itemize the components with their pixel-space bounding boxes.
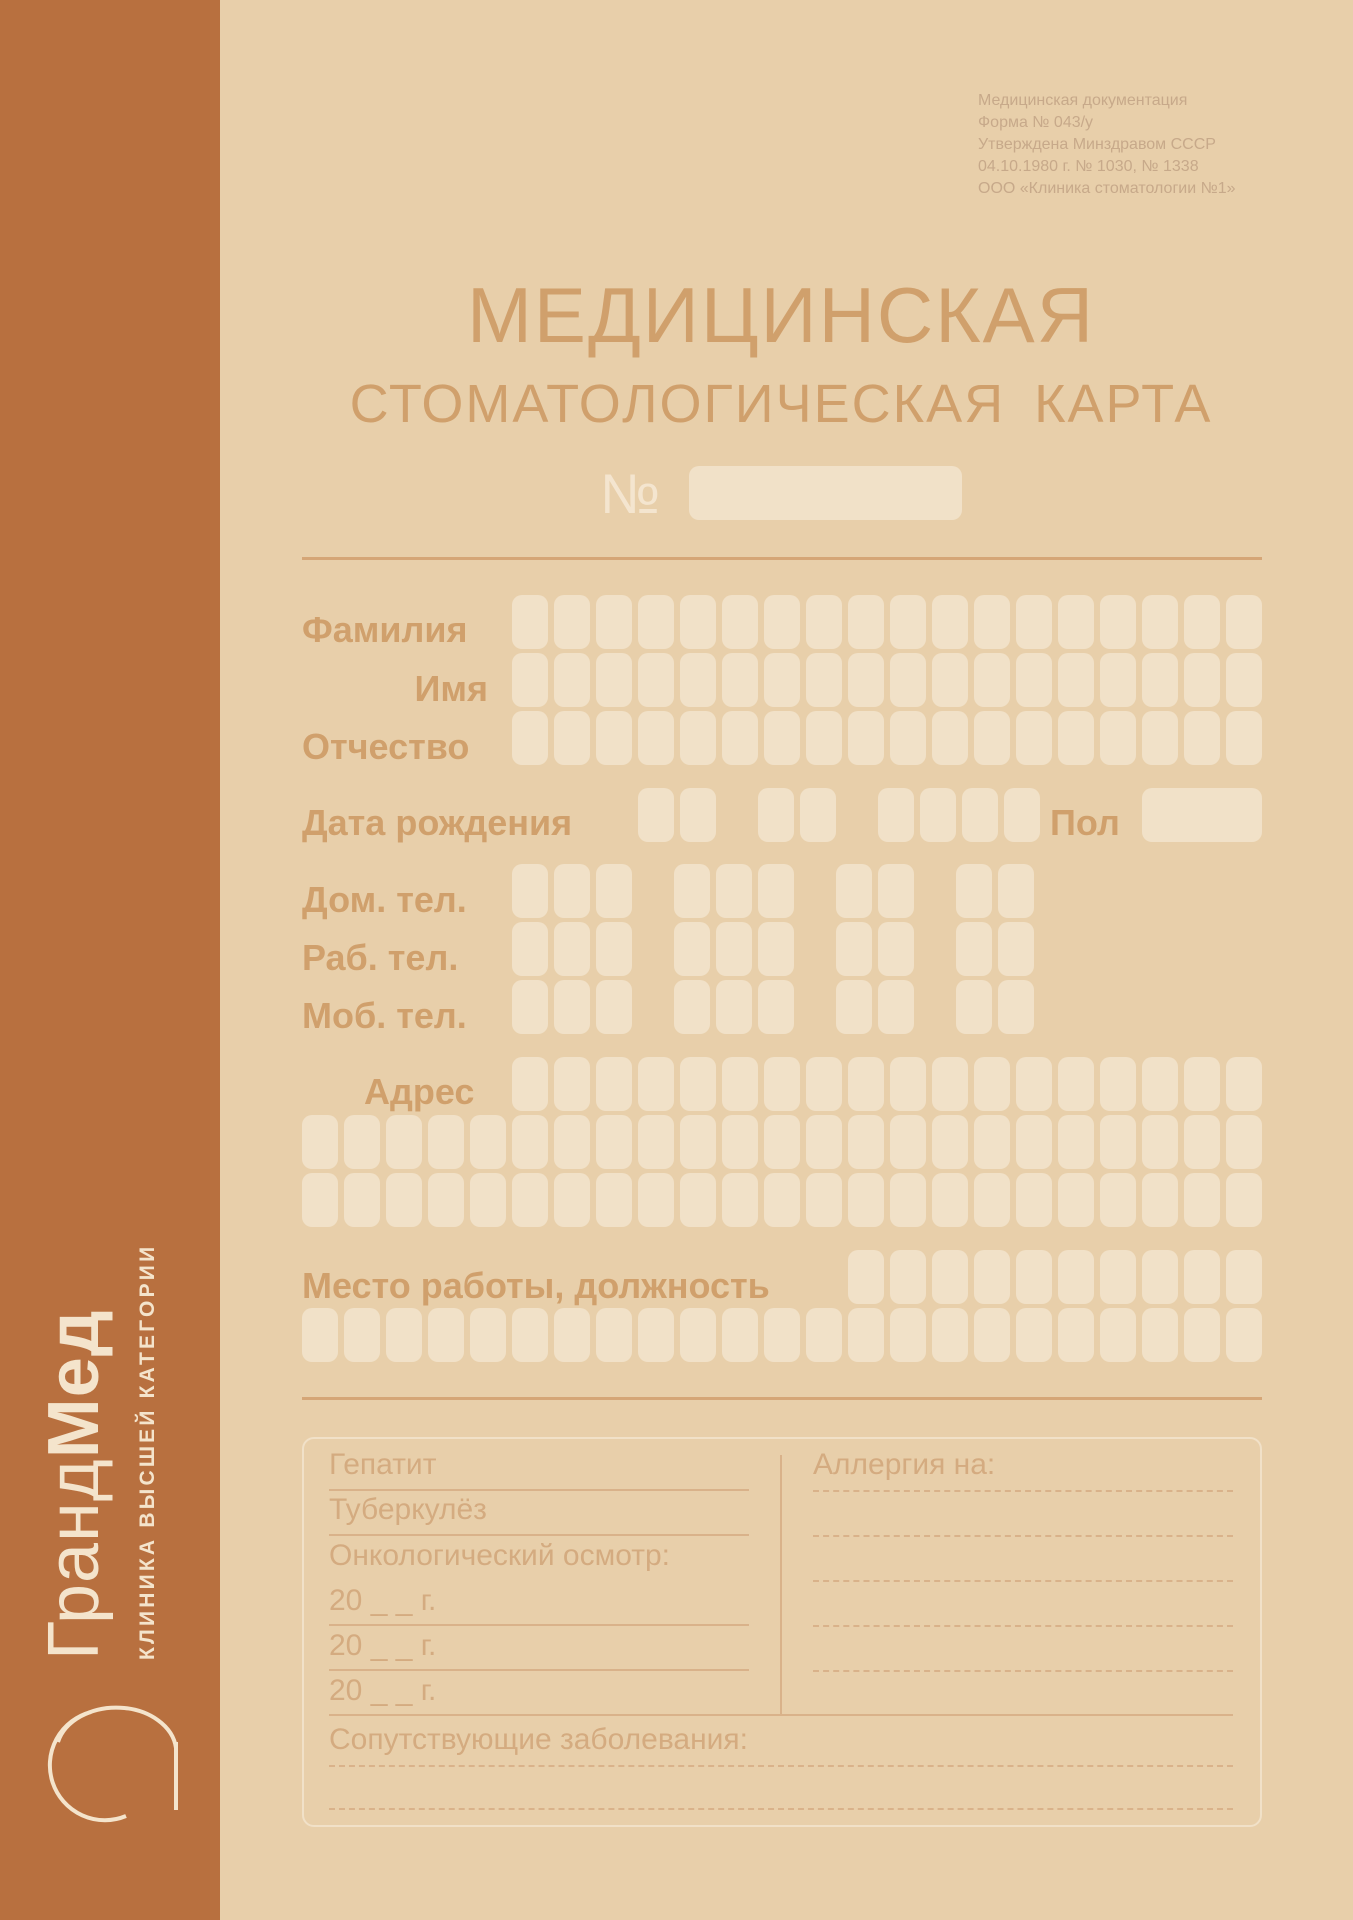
input-cell[interactable] [1016, 653, 1052, 707]
input-cell[interactable] [638, 1057, 674, 1111]
input-cell[interactable] [638, 653, 674, 707]
input-cell[interactable] [998, 864, 1034, 918]
input-cell[interactable] [554, 1308, 590, 1362]
cell-group [674, 980, 794, 1034]
input-cell[interactable] [848, 1308, 884, 1362]
input-cell[interactable] [998, 922, 1034, 976]
input-cell[interactable] [890, 1250, 926, 1304]
input-cell[interactable] [1226, 595, 1262, 649]
input-cell[interactable] [806, 653, 842, 707]
form-metadata [978, 90, 1236, 200]
input-cell[interactable] [344, 1308, 380, 1362]
input-cell[interactable] [1004, 788, 1040, 842]
input-cell[interactable] [920, 788, 956, 842]
input-cell[interactable] [554, 864, 590, 918]
input-cell[interactable] [638, 1173, 674, 1227]
input-cell[interactable] [470, 1308, 506, 1362]
logo-mark-icon [36, 1690, 186, 1830]
name-field[interactable] [512, 653, 1262, 707]
input-cell[interactable] [302, 1308, 338, 1362]
input-cell[interactable] [554, 1057, 590, 1111]
input-cell[interactable] [386, 1173, 422, 1227]
input-cell[interactable] [722, 1308, 758, 1362]
input-cell[interactable] [1100, 595, 1136, 649]
input-cell[interactable] [974, 1250, 1010, 1304]
input-cell[interactable] [878, 788, 914, 842]
input-cell[interactable] [428, 1308, 464, 1362]
input-cell[interactable] [674, 980, 710, 1034]
surname-label: Фамилия [302, 609, 468, 650]
input-cell[interactable] [674, 864, 710, 918]
patronymic-label: Отчество [302, 726, 470, 767]
input-cell[interactable] [512, 922, 548, 976]
input-cell[interactable] [1226, 1173, 1262, 1227]
input-cell[interactable] [1058, 1115, 1094, 1169]
input-cell[interactable] [1016, 1250, 1052, 1304]
allergy-line[interactable] [813, 1625, 1233, 1627]
input-cell[interactable] [764, 1057, 800, 1111]
input-cell[interactable] [932, 595, 968, 649]
cell-group [956, 922, 1034, 976]
input-cell[interactable] [1142, 595, 1178, 649]
oncology-year-1: 20 _ _ г. [329, 1584, 437, 1617]
input-cell[interactable] [1058, 653, 1094, 707]
input-cell[interactable] [1142, 1057, 1178, 1111]
input-cell[interactable] [1100, 1057, 1136, 1111]
input-cell[interactable] [638, 1308, 674, 1362]
tagline: КЛИНИКА ВЫСШЕЙ КАТЕГОРИИ [136, 1243, 159, 1660]
input-cell[interactable] [974, 711, 1010, 765]
input-cell[interactable] [806, 1057, 842, 1111]
cell-group [674, 864, 794, 918]
input-cell[interactable] [596, 711, 632, 765]
input-cell[interactable] [638, 1115, 674, 1169]
oncology-line-2[interactable] [329, 1669, 749, 1671]
input-cell[interactable] [386, 1308, 422, 1362]
input-cell[interactable] [806, 711, 842, 765]
oncology-line-3[interactable] [329, 1714, 1233, 1716]
input-cell[interactable] [302, 1115, 338, 1169]
input-cell[interactable] [1016, 711, 1052, 765]
input-cell[interactable] [800, 788, 836, 842]
input-cell[interactable] [716, 922, 752, 976]
input-cell[interactable] [512, 980, 548, 1034]
input-cell[interactable] [554, 653, 590, 707]
gender-field[interactable] [1142, 788, 1262, 842]
input-cell[interactable] [1016, 1173, 1052, 1227]
meta-line: Медицинская документация [978, 92, 1188, 109]
input-cell[interactable] [974, 1308, 1010, 1362]
tuberculosis-label: Туберкулёз [329, 1493, 487, 1526]
input-cell[interactable] [554, 711, 590, 765]
input-cell[interactable] [1058, 1173, 1094, 1227]
number-sign: № [600, 462, 661, 525]
input-cell[interactable] [1142, 1250, 1178, 1304]
input-cell[interactable] [554, 980, 590, 1034]
input-cell[interactable] [1016, 1308, 1052, 1362]
oncology-year-3: 20 _ _ г. [329, 1674, 437, 1707]
mobile-phone-label: Моб. тел. [302, 995, 467, 1036]
input-cell[interactable] [554, 1173, 590, 1227]
cell-group [638, 788, 716, 842]
input-cell[interactable] [680, 1057, 716, 1111]
input-cell[interactable] [680, 595, 716, 649]
input-cell[interactable] [1142, 653, 1178, 707]
input-cell[interactable] [836, 864, 872, 918]
input-cell[interactable] [1226, 1115, 1262, 1169]
input-cell[interactable] [428, 1115, 464, 1169]
input-cell[interactable] [836, 980, 872, 1034]
input-cell[interactable] [1184, 1173, 1220, 1227]
input-cell[interactable] [1100, 1250, 1136, 1304]
input-cell[interactable] [716, 980, 752, 1034]
oncology-year-2: 20 _ _ г. [329, 1629, 437, 1662]
input-cell[interactable] [836, 922, 872, 976]
oncology-line-1[interactable] [329, 1624, 749, 1626]
comorbid-line[interactable] [329, 1808, 1233, 1810]
logo [34, 1160, 194, 1660]
input-cell[interactable] [554, 1115, 590, 1169]
home-phone-label: Дом. тел. [302, 879, 467, 920]
input-cell[interactable] [932, 1173, 968, 1227]
input-cell[interactable] [1100, 653, 1136, 707]
input-cell[interactable] [806, 595, 842, 649]
meta-line: ООО «Клиника стоматологии №1» [978, 180, 1236, 197]
cell-group [758, 788, 836, 842]
input-cell[interactable] [764, 1173, 800, 1227]
page-title: МЕДИЦИНСКАЯ [466, 271, 1096, 359]
input-cell[interactable] [638, 711, 674, 765]
input-cell[interactable] [512, 653, 548, 707]
input-cell[interactable] [512, 1173, 548, 1227]
input-cell[interactable] [932, 711, 968, 765]
birth-date-field[interactable] [638, 788, 1040, 842]
cell-group [836, 864, 914, 918]
input-cell[interactable] [344, 1115, 380, 1169]
input-cell[interactable] [758, 788, 794, 842]
input-cell[interactable] [998, 980, 1034, 1034]
input-cell[interactable] [932, 1250, 968, 1304]
hepatitis-label: Гепатит [329, 1448, 437, 1481]
input-cell[interactable] [1226, 1057, 1262, 1111]
input-cell[interactable] [302, 1173, 338, 1227]
input-cell[interactable] [1184, 711, 1220, 765]
input-cell[interactable] [974, 1115, 1010, 1169]
input-cell[interactable] [962, 788, 998, 842]
input-cell[interactable] [512, 1308, 548, 1362]
input-cell[interactable] [878, 980, 914, 1034]
sidebar [0, 0, 220, 1920]
input-cell[interactable] [806, 1115, 842, 1169]
name-label: Имя [414, 668, 488, 709]
input-cell[interactable] [680, 1308, 716, 1362]
input-cell[interactable] [848, 595, 884, 649]
allergy-line[interactable] [813, 1490, 1233, 1492]
input-cell[interactable] [1142, 1173, 1178, 1227]
input-cell[interactable] [758, 980, 794, 1034]
input-cell[interactable] [638, 595, 674, 649]
input-cell[interactable] [758, 864, 794, 918]
input-cell[interactable] [758, 922, 794, 976]
column-divider [780, 1455, 782, 1715]
allergy-label: Аллергия на: [813, 1448, 996, 1481]
address-field-line2[interactable] [302, 1115, 1262, 1169]
input-cell[interactable] [932, 1057, 968, 1111]
cell-group [956, 864, 1034, 918]
input-cell[interactable] [512, 711, 548, 765]
meta-line: Утверждена Минздравом СССР [978, 136, 1216, 153]
input-cell[interactable] [722, 653, 758, 707]
input-cell[interactable] [470, 1173, 506, 1227]
input-cell[interactable] [1100, 1308, 1136, 1362]
input-cell[interactable] [1058, 1250, 1094, 1304]
cell-group [512, 980, 632, 1034]
input-cell[interactable] [890, 595, 926, 649]
input-cell[interactable] [764, 653, 800, 707]
card-number-field[interactable] [689, 466, 962, 520]
input-cell[interactable] [722, 1173, 758, 1227]
input-cell[interactable] [680, 788, 716, 842]
surname-field[interactable] [512, 595, 1262, 649]
input-cell[interactable] [932, 1308, 968, 1362]
input-cell[interactable] [1226, 653, 1262, 707]
input-cell[interactable] [764, 595, 800, 649]
input-cell[interactable] [554, 922, 590, 976]
input-cell[interactable] [1058, 595, 1094, 649]
allergy-line[interactable] [813, 1580, 1233, 1582]
input-cell[interactable] [512, 595, 548, 649]
input-cell[interactable] [596, 864, 632, 918]
meta-line: 04.10.1980 г. № 1030, № 1338 [978, 158, 1199, 175]
input-cell[interactable] [974, 653, 1010, 707]
input-cell[interactable] [764, 1115, 800, 1169]
input-cell[interactable] [890, 1173, 926, 1227]
input-cell[interactable] [512, 1057, 548, 1111]
input-cell[interactable] [1184, 595, 1220, 649]
input-cell[interactable] [512, 864, 548, 918]
input-cell[interactable] [722, 711, 758, 765]
input-cell[interactable] [932, 1115, 968, 1169]
input-cell[interactable] [428, 1173, 464, 1227]
birth-date-label: Дата рождения [302, 802, 573, 843]
tuberculosis-line[interactable] [329, 1534, 749, 1536]
divider [302, 557, 1262, 560]
input-cell[interactable] [848, 1173, 884, 1227]
input-cell[interactable] [596, 922, 632, 976]
divider [302, 1397, 1262, 1400]
input-cell[interactable] [596, 1308, 632, 1362]
comorbid-label: Сопутствующие заболевания: [329, 1723, 749, 1756]
input-cell[interactable] [512, 1115, 548, 1169]
input-cell[interactable] [596, 1057, 632, 1111]
input-cell[interactable] [1016, 1057, 1052, 1111]
input-cell[interactable] [1142, 1308, 1178, 1362]
allergy-line[interactable] [813, 1670, 1233, 1672]
input-cell[interactable] [890, 711, 926, 765]
input-cell[interactable] [764, 711, 800, 765]
input-cell[interactable] [974, 1057, 1010, 1111]
input-cell[interactable] [1058, 1057, 1094, 1111]
cell-group [836, 980, 914, 1034]
input-cell[interactable] [848, 1057, 884, 1111]
input-cell[interactable] [848, 653, 884, 707]
workplace-field[interactable] [848, 1250, 1262, 1304]
input-cell[interactable] [1226, 1250, 1262, 1304]
input-cell[interactable] [344, 1173, 380, 1227]
input-cell[interactable] [596, 1173, 632, 1227]
address-field[interactable] [512, 1057, 1262, 1111]
workplace-label: Место работы, должность [302, 1265, 770, 1306]
input-cell[interactable] [674, 922, 710, 976]
cell-group [836, 922, 914, 976]
cell-group [674, 922, 794, 976]
input-cell[interactable] [956, 922, 992, 976]
input-cell[interactable] [680, 1115, 716, 1169]
input-cell[interactable] [680, 653, 716, 707]
input-cell[interactable] [1226, 1308, 1262, 1362]
comorbid-line[interactable] [329, 1765, 1233, 1767]
address-field-line3[interactable] [302, 1173, 1262, 1227]
cell-group [878, 788, 1040, 842]
input-cell[interactable] [722, 1115, 758, 1169]
input-cell[interactable] [890, 653, 926, 707]
input-cell[interactable] [638, 788, 674, 842]
input-cell[interactable] [596, 653, 632, 707]
patronymic-field[interactable] [512, 711, 1262, 765]
oncology-label: Онкологический осмотр: [329, 1539, 671, 1572]
input-cell[interactable] [974, 1173, 1010, 1227]
cell-group [512, 864, 632, 918]
input-cell[interactable] [1184, 1115, 1220, 1169]
input-cell[interactable] [1226, 711, 1262, 765]
page-subtitle: СТОМАТОЛОГИЧЕСКАЯ КАРТА [349, 374, 1213, 434]
input-cell[interactable] [1142, 711, 1178, 765]
input-cell[interactable] [1184, 1308, 1220, 1362]
input-cell[interactable] [554, 595, 590, 649]
input-cell[interactable] [956, 864, 992, 918]
mobile-phone-field[interactable] [512, 980, 1034, 1034]
input-cell[interactable] [1058, 711, 1094, 765]
input-cell[interactable] [764, 1308, 800, 1362]
input-cell[interactable] [1142, 1115, 1178, 1169]
input-cell[interactable] [596, 595, 632, 649]
input-cell[interactable] [1100, 711, 1136, 765]
input-cell[interactable] [848, 1250, 884, 1304]
hepatitis-line[interactable] [329, 1489, 749, 1491]
input-cell[interactable] [1100, 1173, 1136, 1227]
workplace-field-line2[interactable] [302, 1308, 1262, 1362]
input-cell[interactable] [470, 1115, 506, 1169]
input-cell[interactable] [890, 1308, 926, 1362]
input-cell[interactable] [878, 922, 914, 976]
input-cell[interactable] [1184, 653, 1220, 707]
input-cell[interactable] [722, 595, 758, 649]
input-cell[interactable] [1184, 1250, 1220, 1304]
input-cell[interactable] [1016, 1115, 1052, 1169]
input-cell[interactable] [890, 1115, 926, 1169]
gender-label: Пол [1050, 802, 1120, 843]
input-cell[interactable] [848, 1115, 884, 1169]
input-cell[interactable] [680, 1173, 716, 1227]
input-cell[interactable] [806, 1308, 842, 1362]
work-phone-field[interactable] [512, 922, 1034, 976]
input-cell[interactable] [848, 711, 884, 765]
input-cell[interactable] [1058, 1308, 1094, 1362]
input-cell[interactable] [386, 1115, 422, 1169]
input-cell[interactable] [716, 864, 752, 918]
home-phone-field[interactable] [512, 864, 1034, 918]
cell-group [512, 922, 632, 976]
input-cell[interactable] [1100, 1115, 1136, 1169]
input-cell[interactable] [932, 653, 968, 707]
input-cell[interactable] [680, 711, 716, 765]
input-cell[interactable] [1016, 595, 1052, 649]
meta-line: Форма № 043/у [978, 114, 1094, 131]
input-cell[interactable] [890, 1057, 926, 1111]
cell-group [956, 980, 1034, 1034]
input-cell[interactable] [956, 980, 992, 1034]
allergy-line[interactable] [813, 1535, 1233, 1537]
input-cell[interactable] [974, 595, 1010, 649]
brand-name: ГрандМед [34, 1309, 114, 1660]
input-cell[interactable] [596, 980, 632, 1034]
address-label: Адрес [364, 1071, 475, 1112]
input-cell[interactable] [806, 1173, 842, 1227]
input-cell[interactable] [878, 864, 914, 918]
input-cell[interactable] [1184, 1057, 1220, 1111]
input-cell[interactable] [596, 1115, 632, 1169]
work-phone-label: Раб. тел. [302, 937, 459, 978]
input-cell[interactable] [722, 1057, 758, 1111]
